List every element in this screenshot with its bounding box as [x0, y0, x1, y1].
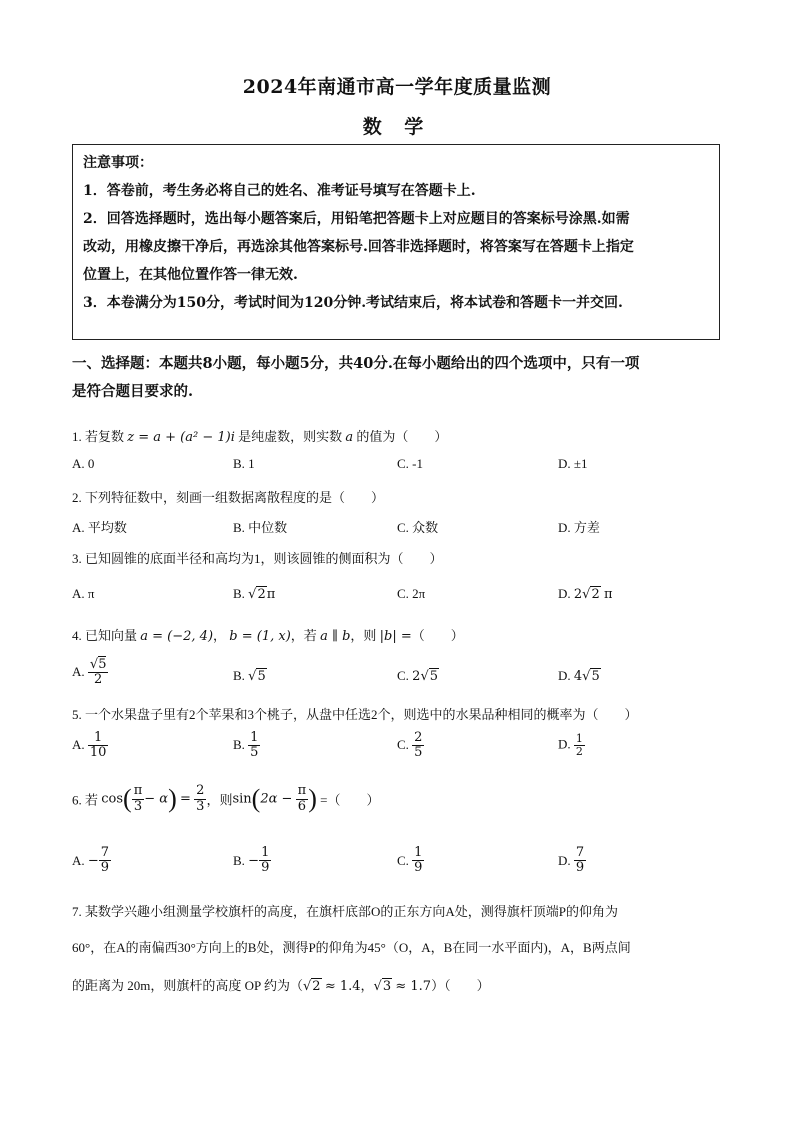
sqrt-symbol: √5: [248, 669, 266, 684]
q5-option-b: [233, 731, 260, 761]
q3-option-b-pi: π: [266, 587, 276, 602]
q3-option-d-radicand: 2: [591, 587, 600, 602]
q3-option-b: [233, 586, 275, 602]
notice-item-2b: 改动，用橡皮擦干净后，再选涂其他答案标号.回答非选择题时，将答案写在答题卡上指定: [83, 239, 634, 255]
q4-option-a-radicand: 5: [98, 657, 107, 672]
q1-prefix: 1. 若复数: [72, 429, 125, 444]
fraction-numerator: 2: [414, 730, 423, 745]
fraction-numerator: 1: [575, 732, 583, 745]
q6-tail: =（ ）: [320, 792, 380, 808]
q3-option-c: C. 2π: [397, 586, 426, 601]
notice-item-3: 3．本卷满分为150分，考试时间为120分钟.考试结束后，将本试卷和答题卡一并交回.: [83, 295, 623, 311]
fraction-numerator: √5: [89, 657, 107, 672]
fraction-denominator: 5: [414, 745, 423, 761]
q2-option-b: B. 中位数: [233, 520, 288, 535]
q6-minus-alpha: − α: [144, 791, 169, 807]
notice-item-1: 1．答卷前，考生务必将自己的姓名、准考证号填写在答题卡上.: [83, 183, 476, 199]
q1-var: a: [345, 430, 354, 445]
q6-option-d-label: D.: [558, 852, 571, 868]
q4-tail: （ ）: [411, 628, 464, 643]
q5-option-b-label: B.: [233, 736, 245, 752]
page-title: 2024年南通市高一学年度质量监测: [242, 76, 552, 98]
question-7-line-3: [72, 976, 722, 997]
right-paren: ): [168, 784, 177, 813]
q7-approx2-value: ≈ 1.7: [395, 979, 432, 994]
fraction-numerator: 1: [261, 845, 270, 860]
q4-vector-b: b = (1, x): [229, 629, 291, 644]
notice-box: [72, 144, 720, 340]
q3-option-b-radicand: 2: [257, 587, 266, 602]
q5-option-c-label: C.: [397, 736, 409, 752]
q7-line3-prefix: 的距离为 20m，则旗杆的高度 OP 约为（: [72, 978, 303, 993]
fraction-numerator: 1: [250, 730, 259, 745]
q4-option-d-label: D.: [558, 668, 571, 683]
q3-option-d-coef: 2: [573, 587, 583, 602]
q6-option-b: [233, 846, 271, 876]
fraction-numerator: 1: [414, 845, 423, 860]
q6-option-a-sign: −: [87, 853, 99, 869]
fraction: [248, 731, 260, 761]
q6-option-b-label: B.: [233, 852, 245, 868]
q4-ask-prefix: ，则: [350, 628, 377, 643]
q4-option-c-radicand: 5: [429, 669, 439, 684]
q3-option-d: [558, 586, 613, 602]
question-5: 5. 一个水果盘子里有2个苹果和3个桃子，从盘中任选2个，则选中的水果品种相同的概率为（ ）: [72, 707, 638, 722]
q6-prefix: 6. 若: [72, 792, 99, 808]
q4-option-c-label: C.: [397, 668, 409, 683]
q4-option-b-radicand: 5: [257, 669, 266, 684]
q6-option-a: [72, 846, 111, 876]
q1-option-c: C. -1: [397, 456, 423, 471]
fraction-denominator: 3: [133, 798, 143, 814]
fraction: [88, 731, 109, 761]
q6-option-a-label: A.: [72, 852, 85, 868]
q1-suffix: 是纯虚数，则实数: [238, 429, 343, 444]
q6-option-c: [397, 846, 424, 876]
q4-condition: a ∥ b: [320, 629, 351, 644]
fraction: [88, 658, 109, 688]
q4-option-a-label: A.: [72, 663, 85, 679]
fraction-denominator: 2: [94, 672, 103, 688]
q6-option-b-sign: −: [248, 853, 260, 869]
q6-mid: ，则: [206, 792, 233, 808]
q4-option-d-coef: 4: [573, 669, 583, 684]
question-3: 3. 已知圆锥的底面半径和高均为1，则该圆锥的侧面积为（ ）: [72, 551, 443, 566]
fraction: [412, 846, 424, 876]
q4-vector-a: a = (−2, 4): [140, 629, 214, 644]
q4-option-b: [233, 668, 267, 684]
left-paren: (: [123, 784, 132, 813]
q3-option-b-label: B.: [233, 586, 245, 601]
q4-option-a: [72, 658, 108, 688]
q5-option-a: [72, 731, 108, 761]
fraction: [412, 731, 424, 761]
fraction-numerator: π: [133, 783, 143, 799]
section-heading: [72, 350, 722, 406]
fraction: [574, 733, 585, 758]
q7-approx2-radicand: 3: [382, 979, 392, 994]
q4-option-d: [558, 668, 601, 684]
notice-heading: 注意事项：: [83, 155, 153, 171]
fraction-denominator: 9: [261, 860, 270, 876]
sqrt-symbol: √3: [373, 979, 392, 994]
fraction-denominator: 6: [297, 798, 307, 814]
q1-option-d: D. ±1: [558, 456, 588, 471]
q3-option-a: A. π: [72, 586, 95, 601]
sqrt-symbol: √5: [582, 669, 600, 684]
fraction-denominator: 5: [250, 745, 259, 761]
fraction-denominator: 2: [575, 745, 583, 759]
right-paren: ): [308, 784, 317, 813]
q5-option-c: [397, 731, 424, 761]
fraction: [99, 846, 111, 876]
q6-option-d: [558, 846, 586, 876]
q6-equals: =: [180, 791, 191, 807]
subject-title: 数 学: [362, 116, 432, 138]
q6-two-alpha: 2α −: [260, 791, 293, 807]
q3-option-d-label: D.: [558, 586, 571, 601]
q6-option-c-label: C.: [397, 852, 409, 868]
sqrt-symbol: √5: [420, 669, 439, 684]
fraction-denominator: 9: [100, 860, 110, 876]
fraction: [296, 784, 309, 814]
q4-option-c-coef: 2: [412, 669, 421, 684]
q4-cond-prefix: ，若: [290, 628, 317, 643]
fraction-numerator: 1: [88, 731, 109, 746]
q1-expr: z = a + (a² − 1)i: [127, 430, 235, 445]
q4-ask: |b| =: [379, 629, 412, 644]
q6-sin: sin: [232, 791, 252, 807]
question-6: [72, 784, 379, 814]
q5-option-d: [558, 733, 585, 758]
sqrt-symbol: √2: [582, 587, 600, 602]
left-paren: (: [251, 784, 261, 813]
fraction: [132, 784, 145, 814]
q2-option-a: A. 平均数: [72, 520, 127, 535]
q3-option-d-pi: π: [604, 587, 613, 602]
question-4: [72, 625, 464, 644]
question-2: 2. 下列特征数中，刻画一组数据离散程度的是（ ）: [72, 490, 385, 505]
fraction-numerator: 7: [100, 845, 110, 860]
question-1: [72, 426, 447, 445]
q4-separator: ，: [213, 628, 227, 643]
section-line-1: 一、选择题：本题共8小题，每小题5分，共40分.在每小题给出的四个选项中，只有一项: [72, 355, 640, 372]
q7-approx1-radicand: 2: [312, 979, 321, 994]
fraction: [574, 846, 586, 876]
fraction-denominator: 3: [196, 798, 205, 814]
section-line-2: 是符合题目要求的.: [72, 383, 194, 400]
fraction-denominator: 9: [575, 860, 585, 876]
fraction-numerator: 2: [196, 783, 205, 799]
q7-approx-separator: ，: [360, 978, 374, 993]
notice-item-2a: 2．回答选择题时，选出每小题答案后，用铅笔把答题卡上对应题目的答案标号涂黑.如需: [83, 211, 630, 227]
q2-option-d: D. 方差: [558, 520, 600, 535]
fraction: [259, 846, 271, 876]
q1-option-b: B. 1: [233, 456, 255, 471]
q4-option-b-label: B.: [233, 668, 245, 683]
q6-cos: cos: [101, 791, 124, 807]
sqrt-symbol: √2: [248, 587, 266, 602]
fraction-denominator: 9: [414, 860, 423, 876]
q4-prefix: 4. 已知向量: [72, 628, 138, 643]
fraction: [194, 784, 206, 814]
fraction-numerator: 7: [575, 845, 585, 860]
sqrt-symbol: √2: [303, 979, 321, 994]
q4-option-d-radicand: 5: [591, 669, 600, 684]
q5-option-d-label: D.: [558, 736, 571, 752]
q7-approx1-value: ≈ 1.4: [324, 979, 361, 994]
q1-tail: 的值为（ ）: [356, 429, 448, 444]
question-7-line-1: 7. 某数学兴趣小组测量学校旗杆的高度，在旗杆底部O的正东方向A处，测得旗杆顶端P的仰角为: [72, 904, 619, 919]
q5-option-a-label: A.: [72, 736, 85, 752]
q7-line3-tail: ）（ ）: [431, 978, 490, 993]
q2-option-c: C. 众数: [397, 520, 439, 535]
fraction-numerator: π: [297, 783, 307, 799]
question-7-line-2: 60°，在A的南偏西30°方向上的B处，测得P的仰角为45°（O，A，B在同一水平面内)，A，B两点间: [72, 940, 631, 955]
fraction-denominator: 10: [89, 745, 107, 761]
q1-option-a: A. 0: [72, 456, 95, 471]
q4-option-c: [397, 668, 439, 684]
notice-item-2c: 位置上，在其他位置作答一律无效.: [83, 267, 298, 283]
